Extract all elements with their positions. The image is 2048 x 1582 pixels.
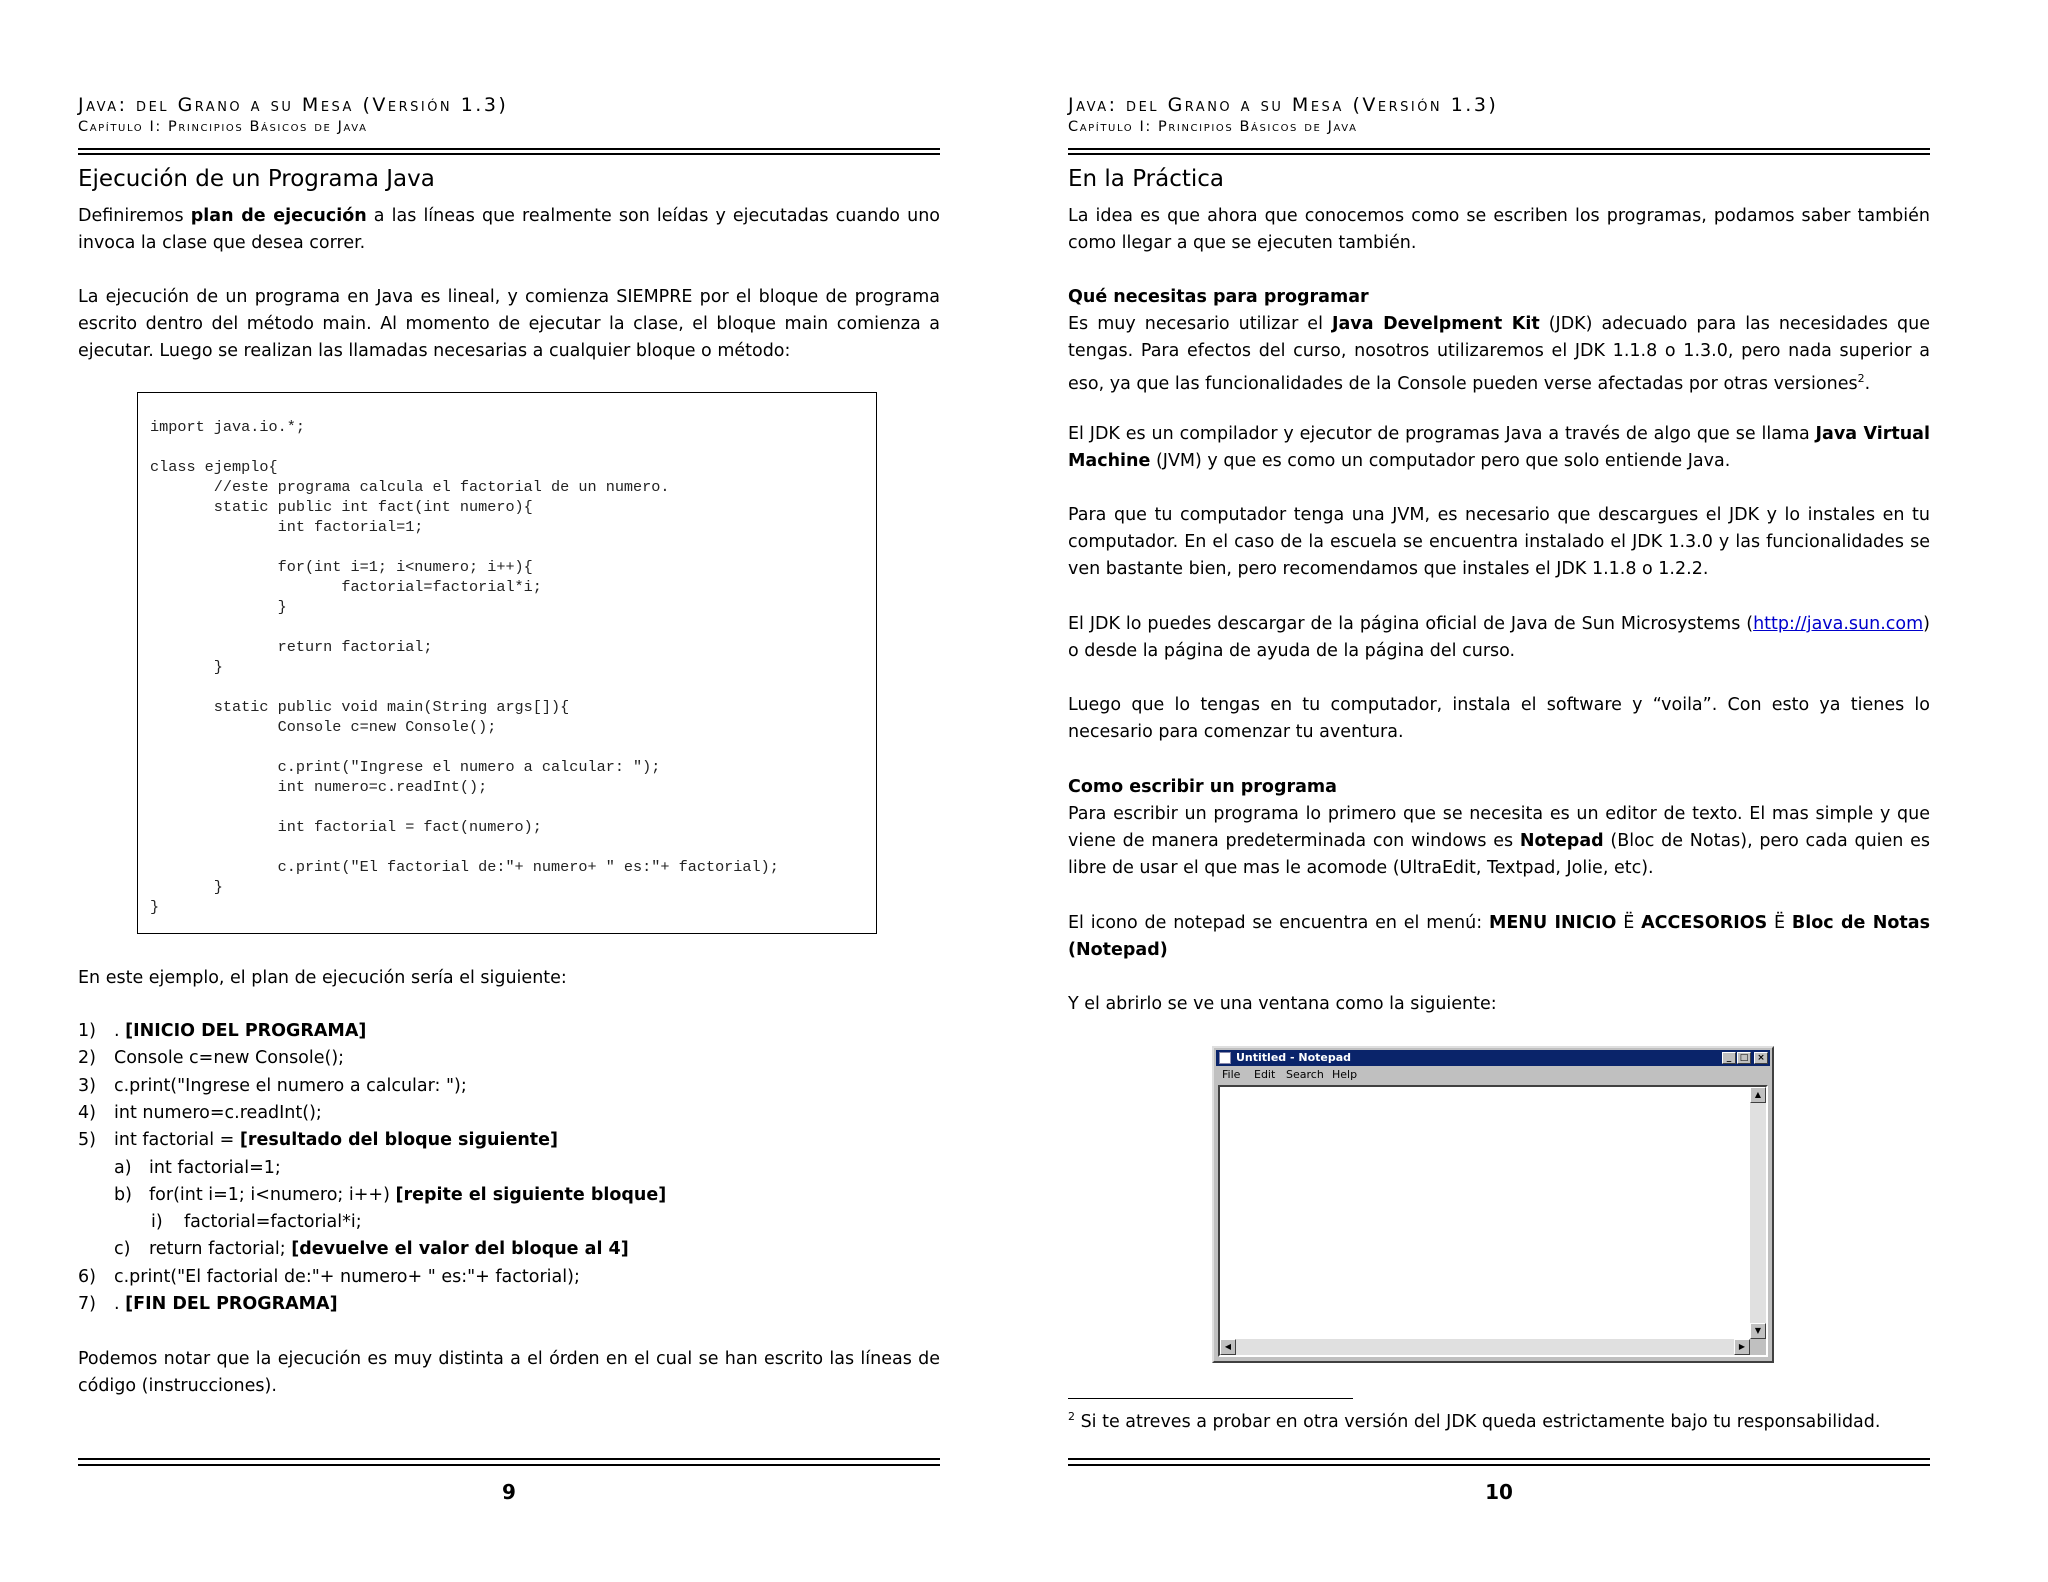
header-rule [78, 153, 940, 155]
section-title: En la Práctica [1068, 166, 1225, 192]
paragraph: Luego que lo tengas en tu computador, instala el software y “voila”. Con esto ya tienes lo necesario para comenzar tu aventura. [1068, 695, 1930, 742]
paragraph: Qué necesitas para programar Es muy necesario utilizar el Java Develpment Kit (JDK) adecuado para las necesidades que tengas. Para efectos del curso, nosotros utilizaremos el JDK 1.1.8 o 1.3.0, pero nada superior a eso, ya que las funcionalidades de la Console pueden verse afectadas por otras versiones$^2$. [1068, 284, 1930, 398]
book-header-title: Java: del Grano a su Mesa (Versión 1.3) [1068, 94, 1499, 116]
subheading: Como escribir un programa [1068, 777, 1337, 797]
footer-rule [1068, 1458, 1930, 1460]
paragraph: La ejecución de un programa en Java es lineal, y comienza SIEMPRE por el bloque de programa escrito dentro del método main. Al momento de ejecutar la clase, el bloque main comienza a ejecutar. Luego se realizan las llamadas necesarias a cualquier bloque o método: [78, 287, 940, 361]
header-rule [78, 148, 940, 150]
paragraph: El icono de notepad se encuentra en el menú: MENU INICIO Ë ACCESORIOS Ë Bloc de Notas (Notepad) [1068, 913, 1930, 960]
page-number: 9 [502, 1480, 516, 1504]
header-rule [1068, 153, 1930, 155]
chapter-header: Capítulo I: Principios Básicos de Java [1068, 119, 1358, 135]
menu-help: Help [1332, 1068, 1358, 1081]
footer-rule [78, 1458, 940, 1460]
book-header-title: Java: del Grano a su Mesa (Versión 1.3) [78, 94, 509, 116]
paragraph: Podemos notar que la ejecución es muy distinta a el órden en el cual se han escrito las líneas de código (instrucciones). [78, 1349, 940, 1396]
scroll-down-icon: ▼ [1750, 1323, 1766, 1339]
horizontal-scrollbar [1220, 1339, 1750, 1355]
footnote: $^2$ Si te atreves a probar en otra versión del JDK queda estrictamente bajo tu responsabilidad. [1068, 1410, 1881, 1432]
menu-edit: Edit [1254, 1068, 1276, 1081]
paragraph: La idea es que ahora que conocemos como se escriben los programas, podamos saber también como llegar a que se ejecuten también. [1068, 206, 1930, 253]
chapter-header: Capítulo I: Principios Básicos de Java [78, 119, 368, 135]
notepad-text-area [1218, 1085, 1768, 1357]
paragraph: En este ejemplo, el plan de ejecución sería el siguiente: [78, 968, 567, 988]
maximize-icon: □ [1737, 1052, 1751, 1064]
scroll-left-icon: ◀ [1220, 1339, 1236, 1355]
paragraph: Como escribir un programa Para escribir un programa lo primero que se necesita es un editor de texto. El mas simple y que viene de manera predeterminada con windows es Notepad (Bloc de Notas), pero cada quien es libre de usar el que mas le acomode (UltraEdit, Textpad, Jolie, etc). [1068, 774, 1930, 882]
notepad-app-icon [1219, 1052, 1231, 1064]
notepad-title: Untitled - Notepad [1236, 1051, 1352, 1064]
subheading: Qué necesitas para programar [1068, 287, 1369, 307]
minimize-icon: _ [1722, 1052, 1736, 1064]
resize-grip-icon [1750, 1339, 1766, 1355]
close-icon: × [1754, 1052, 1768, 1064]
notepad-titlebar [1216, 1050, 1770, 1066]
notepad-window-screenshot [1212, 1046, 1774, 1363]
paragraph: El JDK lo puedes descargar de la página oficial de Java de Sun Microsystems (http://java.sun.com) o desde la página de ayuda de la página del curso. [1068, 614, 1930, 661]
footnote-rule [1068, 1398, 1353, 1399]
menu-search: Search [1286, 1068, 1324, 1081]
page-number: 10 [1485, 1480, 1513, 1504]
paragraph: El JDK es un compilador y ejecutor de programas Java a través de algo que se llama Java Virtual Machine (JVM) y que es como un computador pero que solo entiende Java. [1068, 424, 1930, 471]
code-text: import java.io.*; class ejemplo{ //este programa calcula el factorial de un numero. static public int fact(int numero){ int factorial=1; for(int i=1; i<numero; i++){ factorial=factorial*i; } return factorial; } static public void main(String args[]){ Console c=new Console(); c.print("Ingrese el numero a calcular: "); int numero=c.readInt(); int factorial = fact(numero); c.print("El factorial de:"+ numero+ " es:"+ factorial); } } [150, 418, 779, 916]
scroll-up-icon: ▲ [1750, 1087, 1766, 1103]
code-listing [137, 392, 877, 934]
section-title: Ejecución de un Programa Java [78, 166, 435, 192]
paragraph: Para que tu computador tenga una JVM, es necesario que descargues el JDK y lo instales en tu computador. En el caso de la escuela se encuentra instalado el JDK 1.3.0 y las funcionalidades se ven bastante bien, pero recomendamos que instales el JDK 1.1.8 o 1.2.2. [1068, 505, 1930, 579]
menu-file: File [1222, 1068, 1241, 1081]
notepad-menubar [1216, 1067, 1770, 1083]
vertical-scrollbar [1750, 1087, 1766, 1339]
footer-rule [78, 1464, 940, 1466]
paragraph: Definiremos plan de ejecución a las líneas que realmente son leídas y ejecutadas cuando uno invoca la clase que desea correr. [78, 206, 941, 253]
left-page: Java: del Grano a su Mesa (Versión 1.3) Capítulo I: Principios Básicos de Java Ejecución de un Programa Java Definiremos plan de ejecución a las líneas que realmente son leídas y ejecutadas cuando uno invoca la clase que desea correr. La ejecución de un programa en Java es lineal, y comienza SIEMPRE por el bloque de programa escrito dentro del método main. Al momento de ejecutar la clase, el bloque main comienza a ejecutar. Luego se realizan las llamadas necesarias a cualquier bloque o método: import java.io.*; class ejemplo{ //este programa calcula el factorial de un numero. static public int fact(int numero){ int factorial=1; for(int i=1; i<numero; i++){ factorial=factorial*i; } return factorial; } static public void main(String args[]){ Console c=new Console(); c.print("Ingrese el numero a calcular: "); int numero=c.readInt(); int factorial = fact(numero); c.print("El factorial de:"+ numero+ " es:"+ factorial); } } En este ejemplo, el plan de ejecución sería el siguiente: 1) . [INICIO DEL PROGRAMA] 2) Console c=new Console(); 3) c.print("Ingrese el numero a calcular: "); 4) int numero=c.readInt(); 5) int factorial = [resultado del bloque siguiente] a) int factorial=1; b) for(int i=1; i<numero; i++) [repite el siguiente bloque] i) factorial=factorial*i; c) return factorial; [devuelve el valor del bloque al 4] 6) c.print("El factorial de:"+ numero+ " es:"+ factorial); 7) . [FIN DEL PROGRAMA] Podemos notar que la ejecución es muy distinta a el órden en el cual se han escrito las líneas de código (instrucciones). 9 [78, 94, 941, 1504]
right-page [1068, 0, 1948, 1582]
scroll-right-icon: ▶ [1734, 1339, 1750, 1355]
footer-rule [1068, 1464, 1930, 1466]
footnote-ref: 2 [1857, 372, 1865, 385]
paragraph: Y el abrirlo se ve una ventana como la siguiente: [1068, 994, 1497, 1014]
header-rule [1068, 148, 1930, 150]
sun-java-link[interactable]: http://java.sun.com [1753, 614, 1924, 634]
